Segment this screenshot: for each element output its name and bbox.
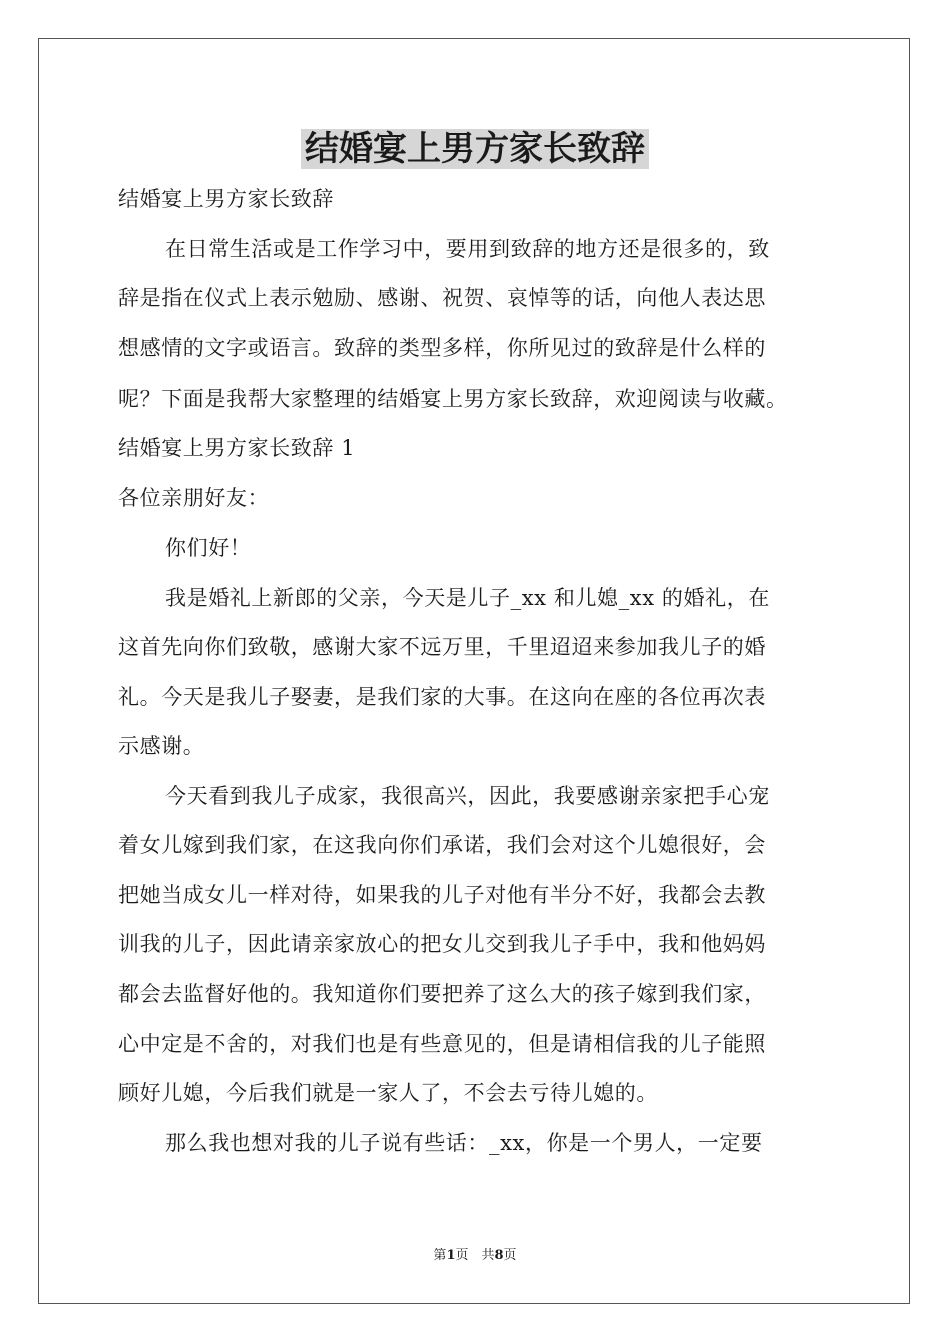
page-mid: 页 共	[455, 1248, 495, 1263]
paragraph-line: 顾好儿媳，今后我们就是一家人了，不会去亏待儿媳的。	[118, 1081, 658, 1105]
total-page-count: 8	[494, 1248, 504, 1263]
page-suffix: 页	[503, 1248, 517, 1263]
paragraph-line: 呢？下面是我帮大家整理的结婚宴上男方家长致辞，欢迎阅读与收藏。	[118, 387, 788, 411]
page-footer	[0, 1247, 950, 1265]
paragraph-line: 这首先向你们致敬，感谢大家不远万里，千里迢迢来参加我儿子的婚	[118, 635, 766, 659]
page-prefix: 第	[433, 1248, 447, 1263]
paragraph-line: 我是婚礼上新郎的父亲，今天是儿子_xx 和儿媳_xx 的婚礼，在	[165, 586, 770, 610]
page-border	[38, 38, 910, 1304]
paragraph-line: 今天看到我儿子成家，我很高兴，因此，我要感谢亲家把手心宠	[165, 784, 770, 808]
paragraph-line: 着女儿嫁到我们家，在这我向你们承诺，我们会对这个儿媳很好，会	[118, 833, 766, 857]
paragraph-line: 训我的儿子，因此请亲家放心的把女儿交到我儿子手中，我和他妈妈	[118, 932, 766, 956]
paragraph-line: 心中定是不舍的，对我们也是有些意见的，但是请相信我的儿子能照	[118, 1032, 766, 1056]
paragraph-line: 想感情的文字或语言。致辞的类型多样，你所见过的致辞是什么样的	[118, 336, 766, 360]
document-title	[0, 124, 950, 174]
paragraph-line: 都会去监督好他的。我知道你们要把养了这么大的孩子嫁到我们家，	[118, 982, 766, 1006]
paragraph-line: 示感谢。	[118, 734, 205, 758]
paragraph-line: 那么我也想对我的儿子说有些话：_xx，你是一个男人，一定要	[165, 1131, 763, 1155]
salutation-line: 各位亲朋好友：	[118, 486, 270, 510]
section-heading: 结婚宴上男方家长致辞 1	[118, 436, 356, 460]
document-title-text: 结婚宴上男方家长致辞	[301, 129, 649, 169]
paragraph-line: 礼。今天是我儿子娶妻，是我们家的大事。在这向在座的各位再次表	[118, 685, 766, 709]
paragraph-line: 把她当成女儿一样对待，如果我的儿子对他有半分不好，我都会去教	[118, 883, 766, 907]
current-page-number: 1	[446, 1248, 456, 1263]
paragraph-line: 在日常生活或是工作学习中，要用到致辞的地方还是很多的，致	[165, 237, 770, 261]
greeting-line: 你们好！	[165, 536, 252, 560]
subtitle-line: 结婚宴上男方家长致辞	[118, 187, 334, 211]
paragraph-line: 辞是指在仪式上表示勉励、感谢、祝贺、哀悼等的话，向他人表达思	[118, 286, 766, 310]
